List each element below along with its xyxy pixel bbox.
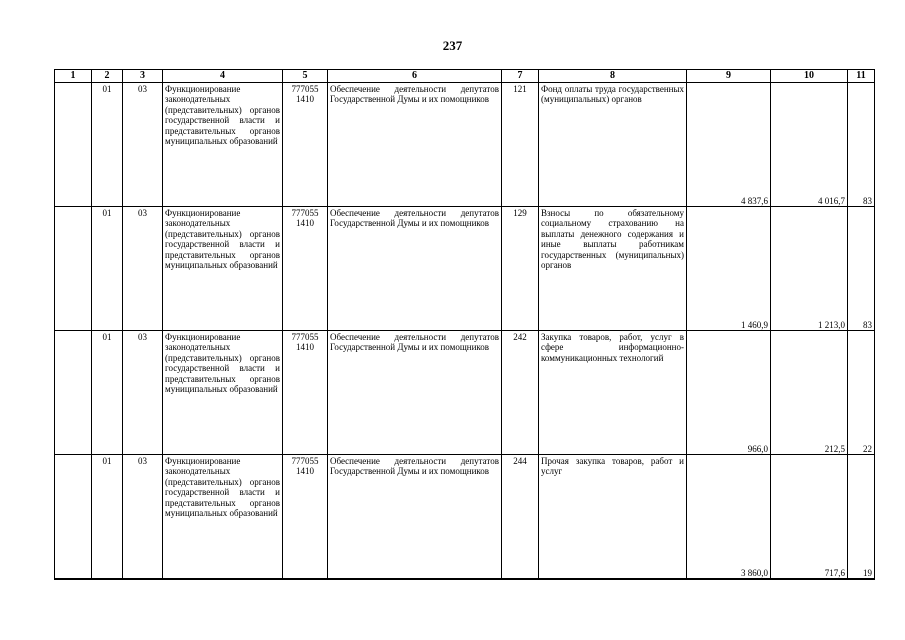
table-row [55,455,875,580]
cell-expense-type: 129 [502,207,539,331]
column-header: 1 [55,70,92,83]
cell-percent: 19 [848,455,875,580]
cell-col1 [55,207,92,331]
cell-value-9: 1 460,9 [687,207,771,331]
column-header: 10 [771,70,848,83]
cell-subsection: 03 [123,331,163,455]
cell-expense-type: 242 [502,331,539,455]
cell-percent: 22 [848,331,875,455]
cell-expense-name: Прочая закупка товаров, работ и услуг [539,455,687,580]
cell-expense-name: Фонд оплаты труда государственных (муниципальных) органов [539,83,687,207]
cell-value-9: 4 837,6 [687,83,771,207]
cell-target-code: 777055 1410 [283,455,328,580]
column-header: 8 [539,70,687,83]
cell-target-name: Обеспечение деятельности депутатов Государственной Думы и их помощников [328,455,502,580]
column-header: 11 [848,70,875,83]
table-row [55,83,875,207]
column-header: 4 [163,70,283,83]
cell-section-name: Функционирование законодательных (представительных) органов государственной власти и представительных органов муниципальных образований [163,331,283,455]
cell-section-name: Функционирование законодательных (представительных) органов государственной власти и представительных органов муниципальных образований [163,83,283,207]
cell-section: 01 [92,207,123,331]
cell-col1 [55,455,92,580]
cell-target-name: Обеспечение деятельности депутатов Государственной Думы и их помощников [328,83,502,207]
cell-expense-name: Закупка товаров, работ, услуг в сфере информационно-коммуникационных технологий [539,331,687,455]
header-row [55,70,875,83]
cell-value-9: 966,0 [687,331,771,455]
cell-percent: 83 [848,83,875,207]
column-header: 9 [687,70,771,83]
cell-target-code: 777055 1410 [283,207,328,331]
cell-value-9: 3 860,0 [687,455,771,580]
cell-subsection: 03 [123,207,163,331]
cell-target-name: Обеспечение деятельности депутатов Государственной Думы и их помощников [328,331,502,455]
cell-subsection: 03 [123,83,163,207]
cell-section-name: Функционирование законодательных (представительных) органов государственной власти и представительных органов муниципальных образований [163,207,283,331]
cell-expense-name: Взносы по обязательному социальному страхованию на выплаты денежного содержания и иные выплаты работникам государственных (муниципальных) органов [539,207,687,331]
cell-section-name: Функционирование законодательных (представительных) органов государственной власти и представительных органов муниципальных образований [163,455,283,580]
column-header: 5 [283,70,328,83]
page-number: 237 [442,38,463,53]
cell-expense-type: 121 [502,83,539,207]
cell-percent: 83 [848,207,875,331]
column-header: 2 [92,70,123,83]
table-row [55,207,875,331]
cell-target-code: 777055 1410 [283,83,328,207]
cell-col1 [55,331,92,455]
cell-target-name: Обеспечение деятельности депутатов Государственной Думы и их помощников [328,207,502,331]
cell-value-10: 1 213,0 [771,207,848,331]
cell-section: 01 [92,331,123,455]
budget-table [54,69,875,580]
cell-target-code: 777055 1410 [283,331,328,455]
cell-value-10: 212,5 [771,331,848,455]
column-header: 7 [502,70,539,83]
cell-expense-type: 244 [502,455,539,580]
cell-value-10: 717,6 [771,455,848,580]
cell-section: 01 [92,83,123,207]
column-header: 3 [123,70,163,83]
cell-subsection: 03 [123,455,163,580]
cell-value-10: 4 016,7 [771,83,848,207]
cell-section: 01 [92,455,123,580]
cell-col1 [55,83,92,207]
table-row [55,331,875,455]
column-header: 6 [328,70,502,83]
